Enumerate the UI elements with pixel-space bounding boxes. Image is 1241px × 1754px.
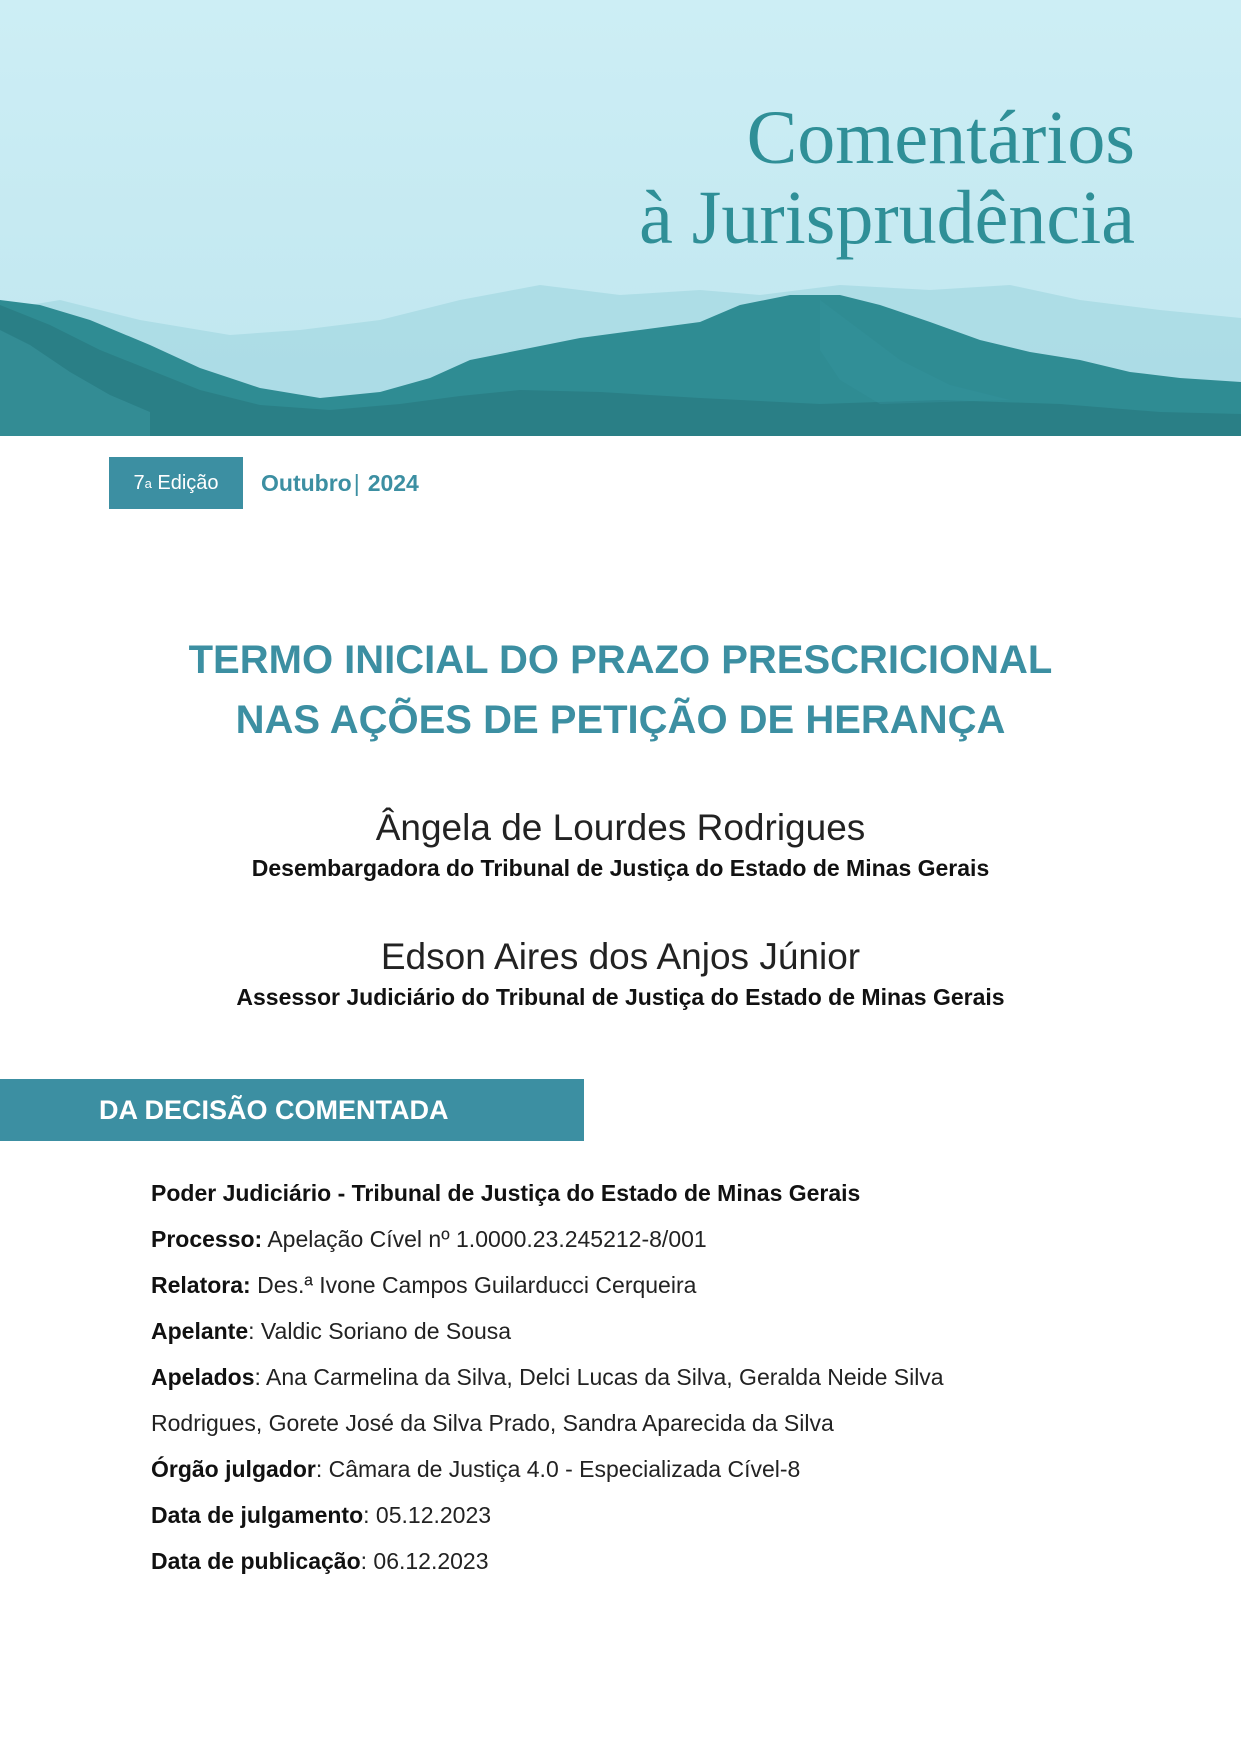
processo-line [151, 1216, 1101, 1262]
edition-suffix: a [144, 475, 152, 491]
author-name: Ângela de Lourdes Rodrigues [375, 807, 866, 848]
edition-meta [109, 457, 419, 509]
apelados-line-cont [151, 1400, 1101, 1446]
author-2 [0, 934, 1241, 1011]
document-title [0, 630, 1241, 750]
relatora-value: Des.ª Ivone Campos Guilarducci Cerqueira [257, 1272, 697, 1298]
publicacao-value: : 06.12.2023 [360, 1548, 489, 1574]
processo-value: Apelação Cível nº 1.0000.23.245212-8/001 [267, 1226, 707, 1252]
edition-label: Edição [157, 471, 219, 494]
date-month: Outubro [261, 469, 352, 496]
orgao-line [151, 1446, 1101, 1492]
document-title-line2: NAS AÇÕES DE PETIÇÃO DE HERANÇA [235, 698, 1006, 742]
publication-date [261, 470, 419, 497]
orgao-label: Órgão julgador [151, 1456, 316, 1482]
court-line [151, 1170, 1101, 1216]
edition-badge [109, 457, 243, 509]
decision-details [151, 1170, 1101, 1584]
series-title-line2: à Jurisprudência [639, 176, 1135, 260]
author-role: Assessor Judiciário do Tribunal de Justiça do Estado de Minas Gerais [236, 984, 1005, 1010]
apelados-line [151, 1354, 1101, 1400]
series-title [639, 98, 1135, 258]
apelante-label: Apelante [151, 1318, 249, 1344]
orgao-value: : Câmara de Justiça 4.0 - Especializada Cível-8 [315, 1456, 801, 1482]
relatora-label: Relatora: [151, 1272, 251, 1298]
court-name: Poder Judiciário - Tribunal de Justiça do Estado de Minas Gerais [151, 1180, 861, 1206]
apelante-line [151, 1308, 1101, 1354]
section-heading: DA DECISÃO COMENTADA [0, 1079, 584, 1141]
relatora-line [151, 1262, 1101, 1308]
processo-label: Processo: [151, 1226, 263, 1252]
julgamento-line [151, 1492, 1101, 1538]
series-title-line1: Comentários [746, 96, 1135, 180]
publicacao-line [151, 1538, 1101, 1584]
apelante-value: : Valdic Soriano de Sousa [248, 1318, 512, 1344]
publicacao-label: Data de publicação [151, 1548, 361, 1574]
author-role: Desembargadora do Tribunal de Justiça do Estado de Minas Gerais [251, 855, 990, 881]
author-1 [0, 805, 1241, 882]
julgamento-label: Data de julgamento [151, 1502, 364, 1528]
julgamento-value: : 05.12.2023 [363, 1502, 492, 1528]
date-year: 2024 [367, 469, 419, 496]
edition-number: 7 [133, 471, 145, 494]
document-title-line1: TERMO INICIAL DO PRAZO PRESCRICIONAL [188, 638, 1053, 682]
apelados-value-line2: Rodrigues, Gorete José da Silva Prado, Sandra Aparecida da Silva [151, 1410, 834, 1436]
date-separator: | [353, 469, 360, 496]
author-name: Edson Aires dos Anjos Júnior [380, 936, 861, 977]
apelados-value-line1: : Ana Carmelina da Silva, Delci Lucas da Silva, Geralda Neide Silva [254, 1364, 944, 1390]
apelados-label: Apelados [151, 1364, 255, 1390]
cover-header [0, 0, 1241, 436]
